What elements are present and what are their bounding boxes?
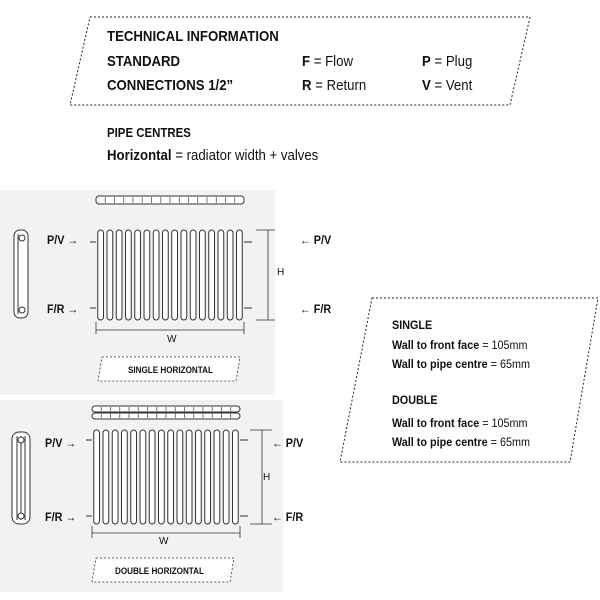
- single-caption: SINGLE HORIZONTAL: [128, 365, 213, 375]
- single-left-top-label: P/V →: [47, 233, 79, 247]
- connections-label: CONNECTIONS 1/2”: [107, 77, 234, 94]
- double-dimensions-title: DOUBLE: [392, 393, 438, 407]
- single-width-label: W: [167, 334, 177, 345]
- single-height-label: H: [277, 267, 285, 278]
- single-pipe-centre: Wall to pipe centre = 65mm: [392, 357, 530, 371]
- double-right-top-label: ← P/V: [272, 436, 304, 450]
- standard-label: STANDARD: [107, 53, 181, 70]
- legend-return: R = Return: [302, 77, 367, 94]
- legend-flow: F = Flow: [302, 53, 353, 70]
- legend-plug: P = Plug: [422, 53, 473, 70]
- single-front-face: Wall to front face = 105mm: [392, 338, 528, 352]
- double-height-label: H: [263, 472, 271, 483]
- single-right-bottom-label: ← F/R: [300, 302, 332, 316]
- single-dimensions-title: SINGLE: [392, 318, 433, 332]
- double-left-bottom-label: F/R →: [45, 510, 77, 524]
- tech-info-title: TECHNICAL INFORMATION: [107, 28, 279, 45]
- double-front-face: Wall to front face = 105mm: [392, 416, 528, 430]
- double-caption: DOUBLE HORIZONTAL: [115, 566, 204, 576]
- pipe-centres-horizontal: Horizontal = radiator width + valves: [107, 147, 319, 164]
- double-left-top-label: P/V →: [45, 436, 77, 450]
- single-left-bottom-label: F/R →: [47, 302, 79, 316]
- pipe-centres-title: PIPE CENTRES: [107, 125, 191, 140]
- double-right-bottom-label: ← F/R: [272, 510, 304, 524]
- double-width-label: W: [159, 536, 169, 547]
- single-right-top-label: ← P/V: [300, 233, 332, 247]
- legend-vent: V = Vent: [422, 77, 473, 94]
- double-pipe-centre: Wall to pipe centre = 65mm: [392, 435, 530, 449]
